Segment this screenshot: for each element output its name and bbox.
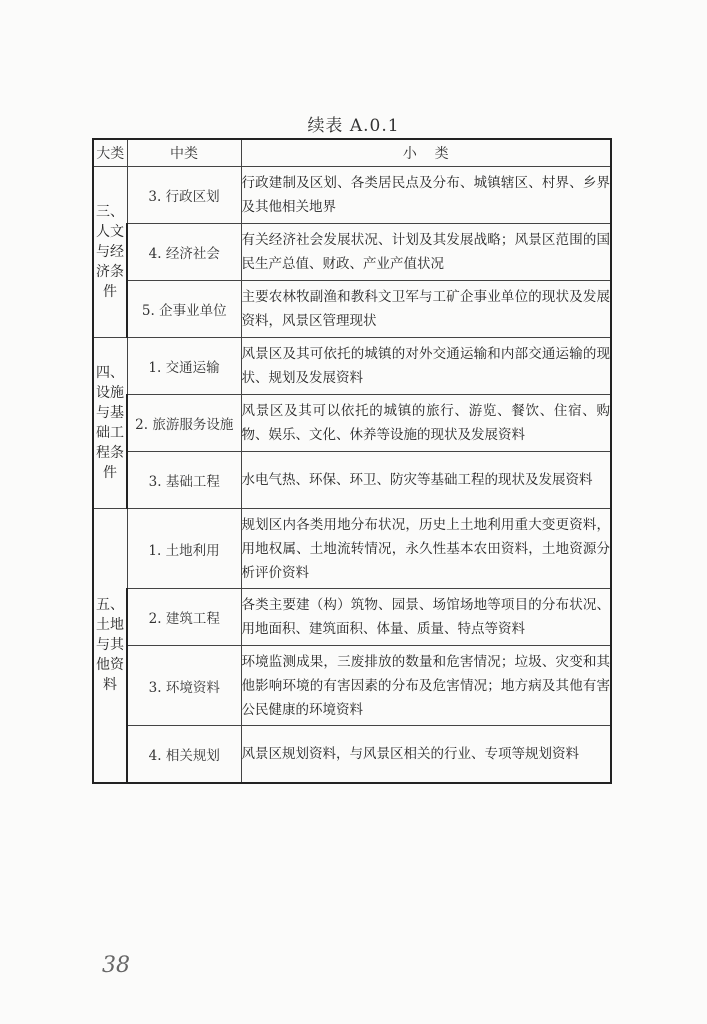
table-row bbox=[93, 452, 611, 509]
medium-cell: 1. 交通运输 bbox=[127, 338, 241, 395]
category-text: 五、 bbox=[96, 597, 124, 614]
category-cell bbox=[93, 338, 127, 509]
category-cell bbox=[93, 167, 127, 338]
category-text: 他资 bbox=[96, 657, 124, 674]
medium-cell: 4. 经济社会 bbox=[127, 224, 241, 281]
small-cell: 主要农林牧副渔和教科文卫军与工矿企事业单位的现状及发展资料，风景区管理现状 bbox=[241, 281, 611, 338]
medium-cell: 2. 旅游服务设施 bbox=[127, 395, 241, 452]
small-cell: 水电气热、环保、环卫、防灾等基础工程的现状及发展资料 bbox=[241, 452, 611, 509]
table-row bbox=[93, 395, 611, 452]
category-text: 人文 bbox=[96, 224, 124, 240]
table-caption: 续表 A.0.1 bbox=[307, 116, 400, 136]
header-small-category: 小 类 bbox=[241, 139, 611, 167]
category-text: 料 bbox=[103, 677, 117, 694]
category-text: 设施 bbox=[96, 385, 124, 401]
small-cell: 规划区内各类用地分布状况，历史上土地利用重大变更资料，用地权属、土地流转情况，永久性基本农田资料，土地资源分析评价资料 bbox=[241, 509, 611, 589]
small-cell: 各类主要建（构）筑物、园景、场馆场地等项目的分布状况、用地面积、建筑面积、体量、质量、特点等资料 bbox=[241, 589, 611, 646]
table-row bbox=[93, 338, 611, 395]
category-text: 与经 bbox=[96, 244, 124, 260]
small-cell: 风景区及其可依托的城镇的对外交通运输和内部交通运输的现状、规划及发展资料 bbox=[241, 338, 611, 395]
category-cell bbox=[93, 509, 127, 783]
category-text: 济条 bbox=[96, 264, 124, 280]
medium-cell: 3. 基础工程 bbox=[127, 452, 241, 509]
category-text: 四、 bbox=[96, 365, 124, 381]
small-cell: 有关经济社会发展状况、计划及其发展战略；风景区范围的国民生产总值、财政、产业产值状况 bbox=[241, 224, 611, 281]
table-row bbox=[93, 646, 611, 726]
page-number: 38 bbox=[102, 953, 130, 978]
category-text: 三、 bbox=[96, 204, 124, 220]
category-text: 件 bbox=[103, 465, 117, 481]
table-row bbox=[93, 224, 611, 281]
table-row bbox=[93, 509, 611, 589]
medium-cell: 4. 相关规划 bbox=[127, 726, 241, 783]
small-cell: 风景区规划资料，与风景区相关的行业、专项等规划资料 bbox=[241, 726, 611, 783]
medium-cell: 2. 建筑工程 bbox=[127, 589, 241, 646]
category-text: 与其 bbox=[96, 637, 124, 654]
header-medium-category: 中类 bbox=[127, 139, 241, 167]
category-text: 件 bbox=[103, 284, 117, 300]
header-row bbox=[93, 139, 611, 167]
category-text: 土地 bbox=[96, 617, 124, 634]
category-text: 与基 bbox=[96, 405, 124, 421]
medium-cell: 3. 环境资料 bbox=[127, 646, 241, 726]
header-large-category: 大类 bbox=[93, 139, 127, 167]
small-cell: 风景区及其可以依托的城镇的旅行、游览、餐饮、住宿、购物、娱乐、文化、休养等设施的现状及发展资料 bbox=[241, 395, 611, 452]
data-table bbox=[92, 138, 612, 784]
category-text: 程条 bbox=[96, 445, 124, 461]
medium-cell: 1. 土地利用 bbox=[127, 509, 241, 589]
medium-cell: 5. 企事业单位 bbox=[127, 281, 241, 338]
category-text: 础工 bbox=[96, 425, 124, 441]
medium-cell: 3. 行政区划 bbox=[127, 167, 241, 224]
small-cell: 环境监测成果，三废排放的数量和危害情况；垃圾、灾变和其他影响环境的有害因素的分布及危害情况；地方病及其他有害公民健康的环境资料 bbox=[241, 646, 611, 726]
table-row bbox=[93, 281, 611, 338]
table-row bbox=[93, 589, 611, 646]
table-row bbox=[93, 726, 611, 783]
table-row bbox=[93, 167, 611, 224]
small-cell: 行政建制及区划、各类居民点及分布、城镇辖区、村界、乡界及其他相关地界 bbox=[241, 167, 611, 224]
